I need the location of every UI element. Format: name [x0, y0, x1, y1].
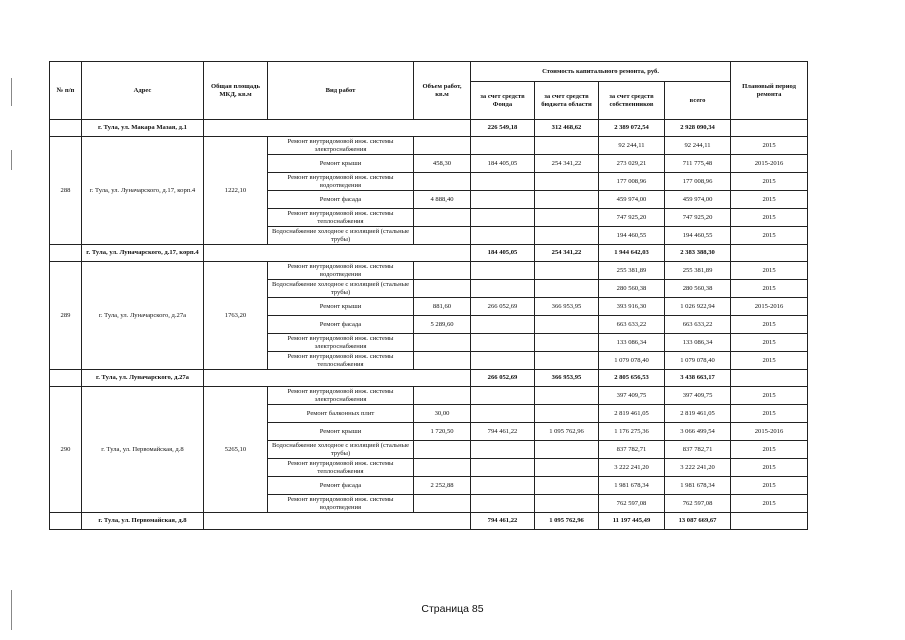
work-total: 133 086,34 — [665, 334, 731, 352]
margin-mark — [11, 78, 12, 106]
work-type: Ремонт внутридомовой инж. системы теплоснабжения — [268, 459, 414, 477]
work-volume — [414, 280, 471, 298]
work-total: 194 460,55 — [665, 227, 731, 245]
total-own: 2 805 656,53 — [599, 370, 665, 387]
total-all: 2 383 388,30 — [665, 245, 731, 262]
work-budget — [535, 173, 599, 191]
total-own: 2 389 072,54 — [599, 120, 665, 137]
total-fund: 184 405,05 — [471, 245, 535, 262]
work-volume: 5 289,60 — [414, 316, 471, 334]
work-fund — [471, 280, 535, 298]
work-volume: 4 888,40 — [414, 191, 471, 209]
work-period: 2015 — [731, 280, 808, 298]
work-fund — [471, 262, 535, 280]
total-address: г. Тула, ул. Макара Мазая, д.1 — [82, 120, 204, 137]
work-volume — [414, 352, 471, 370]
work-volume: 30,00 — [414, 405, 471, 423]
work-budget — [535, 352, 599, 370]
header-area: Общая площадь МКД, кв.м — [204, 62, 268, 120]
total-row — [50, 120, 808, 137]
work-type: Водоснабжение холодное с изоляцией (стальные трубы) — [268, 280, 414, 298]
work-total: 280 560,38 — [665, 280, 731, 298]
total-budget: 312 468,62 — [535, 120, 599, 137]
work-volume — [414, 209, 471, 227]
work-type: Ремонт внутридомовой инж. системы водоотведения — [268, 173, 414, 191]
work-volume: 881,60 — [414, 298, 471, 316]
work-fund — [471, 352, 535, 370]
work-total: 837 782,71 — [665, 441, 731, 459]
header-own: за счет средств собственников — [599, 82, 665, 120]
work-total: 747 925,20 — [665, 209, 731, 227]
work-period: 2015 — [731, 227, 808, 245]
work-type: Ремонт внутридомовой инж. системы теплоснабжения — [268, 209, 414, 227]
total-row — [50, 245, 808, 262]
work-own: 280 560,38 — [599, 280, 665, 298]
work-own: 177 008,96 — [599, 173, 665, 191]
work-period: 2015 — [731, 405, 808, 423]
work-volume — [414, 227, 471, 245]
work-type: Водоснабжение холодное с изоляцией (стальные трубы) — [268, 227, 414, 245]
work-own: 397 409,75 — [599, 387, 665, 405]
work-period: 2015 — [731, 191, 808, 209]
work-period: 2015 — [731, 441, 808, 459]
work-total: 711 775,48 — [665, 155, 731, 173]
work-fund — [471, 316, 535, 334]
work-fund — [471, 441, 535, 459]
work-period: 2015 — [731, 387, 808, 405]
work-volume — [414, 459, 471, 477]
work-total: 3 222 241,20 — [665, 459, 731, 477]
work-own: 255 381,89 — [599, 262, 665, 280]
work-own: 2 819 461,05 — [599, 405, 665, 423]
work-total: 1 026 922,94 — [665, 298, 731, 316]
work-fund — [471, 227, 535, 245]
work-fund — [471, 477, 535, 495]
header-total: всего — [665, 82, 731, 120]
margin-mark — [11, 150, 12, 170]
work-own: 194 460,55 — [599, 227, 665, 245]
work-period: 2015 — [731, 477, 808, 495]
header-period: Плановый период ремонта — [731, 62, 808, 120]
work-own: 747 925,20 — [599, 209, 665, 227]
work-type: Ремонт фасада — [268, 316, 414, 334]
table-row — [50, 387, 808, 405]
work-type: Ремонт внутридомовой инж. системы водоотведения — [268, 262, 414, 280]
work-budget — [535, 137, 599, 155]
work-fund: 184 405,05 — [471, 155, 535, 173]
work-volume — [414, 173, 471, 191]
work-total: 255 381,89 — [665, 262, 731, 280]
row-number: 289 — [50, 262, 82, 370]
work-period: 2015 — [731, 262, 808, 280]
total-address: г. Тула, ул. Луначарского, д.27а — [82, 370, 204, 387]
work-total: 2 819 461,05 — [665, 405, 731, 423]
work-fund — [471, 405, 535, 423]
work-budget — [535, 280, 599, 298]
total-address: г. Тула, ул. Луначарского, д.17, корп.4 — [82, 245, 204, 262]
row-number: 288 — [50, 137, 82, 245]
row-address: г. Тула, ул. Луначарского, д.27а — [82, 262, 204, 370]
work-total: 397 409,75 — [665, 387, 731, 405]
row-area: 5265,10 — [204, 387, 268, 513]
row-area: 1763,20 — [204, 262, 268, 370]
work-type: Ремонт фасада — [268, 191, 414, 209]
header-fund: за счет средств Фонда — [471, 82, 535, 120]
work-budget — [535, 209, 599, 227]
total-all: 2 928 090,34 — [665, 120, 731, 137]
work-type: Ремонт балконных плит — [268, 405, 414, 423]
work-type: Ремонт внутридомовой инж. системы электроснабжения — [268, 387, 414, 405]
work-volume: 1 720,50 — [414, 423, 471, 441]
work-total: 1 981 678,34 — [665, 477, 731, 495]
work-total: 762 597,08 — [665, 495, 731, 513]
header-work-type: Вид работ — [268, 62, 414, 120]
work-type: Водоснабжение холодное с изоляцией (стальные трубы) — [268, 441, 414, 459]
work-period: 2015-2016 — [731, 155, 808, 173]
total-address: г. Тула, ул. Первомайская, д.8 — [82, 513, 204, 530]
work-fund — [471, 334, 535, 352]
total-fund: 266 052,69 — [471, 370, 535, 387]
work-own: 1 176 275,36 — [599, 423, 665, 441]
work-own: 837 782,71 — [599, 441, 665, 459]
header-cost-group: Стоимость капитального ремонта, руб. — [471, 62, 731, 82]
work-fund — [471, 173, 535, 191]
work-period: 2015 — [731, 209, 808, 227]
work-budget — [535, 405, 599, 423]
work-budget — [535, 477, 599, 495]
work-type: Ремонт внутридомовой инж. системы электроснабжения — [268, 137, 414, 155]
work-budget — [535, 227, 599, 245]
repair-table — [49, 61, 808, 530]
work-own: 92 244,11 — [599, 137, 665, 155]
work-volume: 2 252,88 — [414, 477, 471, 495]
work-type: Ремонт внутридомовой инж. системы теплоснабжения — [268, 352, 414, 370]
row-number: 290 — [50, 387, 82, 513]
work-volume — [414, 262, 471, 280]
work-type: Ремонт внутридомовой инж. системы водоотведения — [268, 495, 414, 513]
work-budget — [535, 495, 599, 513]
work-budget — [535, 191, 599, 209]
work-total: 3 066 499,54 — [665, 423, 731, 441]
work-budget: 254 341,22 — [535, 155, 599, 173]
total-own: 1 944 642,03 — [599, 245, 665, 262]
work-period: 2015-2016 — [731, 298, 808, 316]
work-period: 2015 — [731, 316, 808, 334]
work-period: 2015 — [731, 459, 808, 477]
page-number: Страница 85 — [421, 603, 484, 615]
work-fund — [471, 495, 535, 513]
work-fund — [471, 137, 535, 155]
work-period: 2015 — [731, 352, 808, 370]
work-own: 393 916,30 — [599, 298, 665, 316]
work-fund — [471, 209, 535, 227]
work-period: 2015 — [731, 137, 808, 155]
work-budget — [535, 262, 599, 280]
work-fund — [471, 191, 535, 209]
work-own: 459 974,00 — [599, 191, 665, 209]
work-volume: 458,30 — [414, 155, 471, 173]
table-row — [50, 262, 808, 280]
total-budget: 254 341,22 — [535, 245, 599, 262]
header-num: № п/п — [50, 62, 82, 120]
work-type: Ремонт крыши — [268, 155, 414, 173]
work-volume — [414, 495, 471, 513]
work-own: 1 079 078,40 — [599, 352, 665, 370]
work-budget — [535, 387, 599, 405]
work-total: 177 008,96 — [665, 173, 731, 191]
total-budget: 366 953,95 — [535, 370, 599, 387]
work-volume — [414, 387, 471, 405]
work-total: 459 974,00 — [665, 191, 731, 209]
work-own: 133 086,34 — [599, 334, 665, 352]
row-address: г. Тула, ул. Первомайская, д.8 — [82, 387, 204, 513]
header-address: Адрес — [82, 62, 204, 120]
work-own: 1 981 678,34 — [599, 477, 665, 495]
work-budget: 1 095 762,96 — [535, 423, 599, 441]
work-own: 663 633,22 — [599, 316, 665, 334]
total-own: 11 197 445,49 — [599, 513, 665, 530]
work-period: 2015 — [731, 495, 808, 513]
work-own: 762 597,08 — [599, 495, 665, 513]
work-budget — [535, 441, 599, 459]
work-type: Ремонт фасада — [268, 477, 414, 495]
total-fund: 226 549,18 — [471, 120, 535, 137]
work-own: 273 029,21 — [599, 155, 665, 173]
work-budget — [535, 459, 599, 477]
table-row — [50, 137, 808, 155]
work-volume — [414, 334, 471, 352]
total-fund: 794 461,22 — [471, 513, 535, 530]
work-fund — [471, 387, 535, 405]
header-row — [50, 62, 808, 82]
work-fund — [471, 459, 535, 477]
work-type: Ремонт внутридомовой инж. системы электроснабжения — [268, 334, 414, 352]
work-period: 2015 — [731, 173, 808, 191]
total-all: 3 438 663,17 — [665, 370, 731, 387]
work-budget: 366 953,95 — [535, 298, 599, 316]
work-budget — [535, 334, 599, 352]
total-row — [50, 370, 808, 387]
work-type: Ремонт крыши — [268, 298, 414, 316]
work-volume — [414, 137, 471, 155]
row-area: 1222,10 — [204, 137, 268, 245]
row-address: г. Тула, ул. Луначарского, д.17, корп.4 — [82, 137, 204, 245]
work-period: 2015 — [731, 334, 808, 352]
work-total: 663 633,22 — [665, 316, 731, 334]
work-budget — [535, 316, 599, 334]
header-volume: Объем работ, кв.м — [414, 62, 471, 120]
work-period: 2015-2016 — [731, 423, 808, 441]
header-budget: за счет средств бюджета области — [535, 82, 599, 120]
total-budget: 1 095 762,96 — [535, 513, 599, 530]
total-row — [50, 513, 808, 530]
work-fund: 794 461,22 — [471, 423, 535, 441]
work-own: 3 222 241,20 — [599, 459, 665, 477]
work-fund: 266 052,69 — [471, 298, 535, 316]
work-type: Ремонт крыши — [268, 423, 414, 441]
work-total: 92 244,11 — [665, 137, 731, 155]
total-all: 13 087 669,67 — [665, 513, 731, 530]
work-volume — [414, 441, 471, 459]
work-total: 1 079 078,40 — [665, 352, 731, 370]
